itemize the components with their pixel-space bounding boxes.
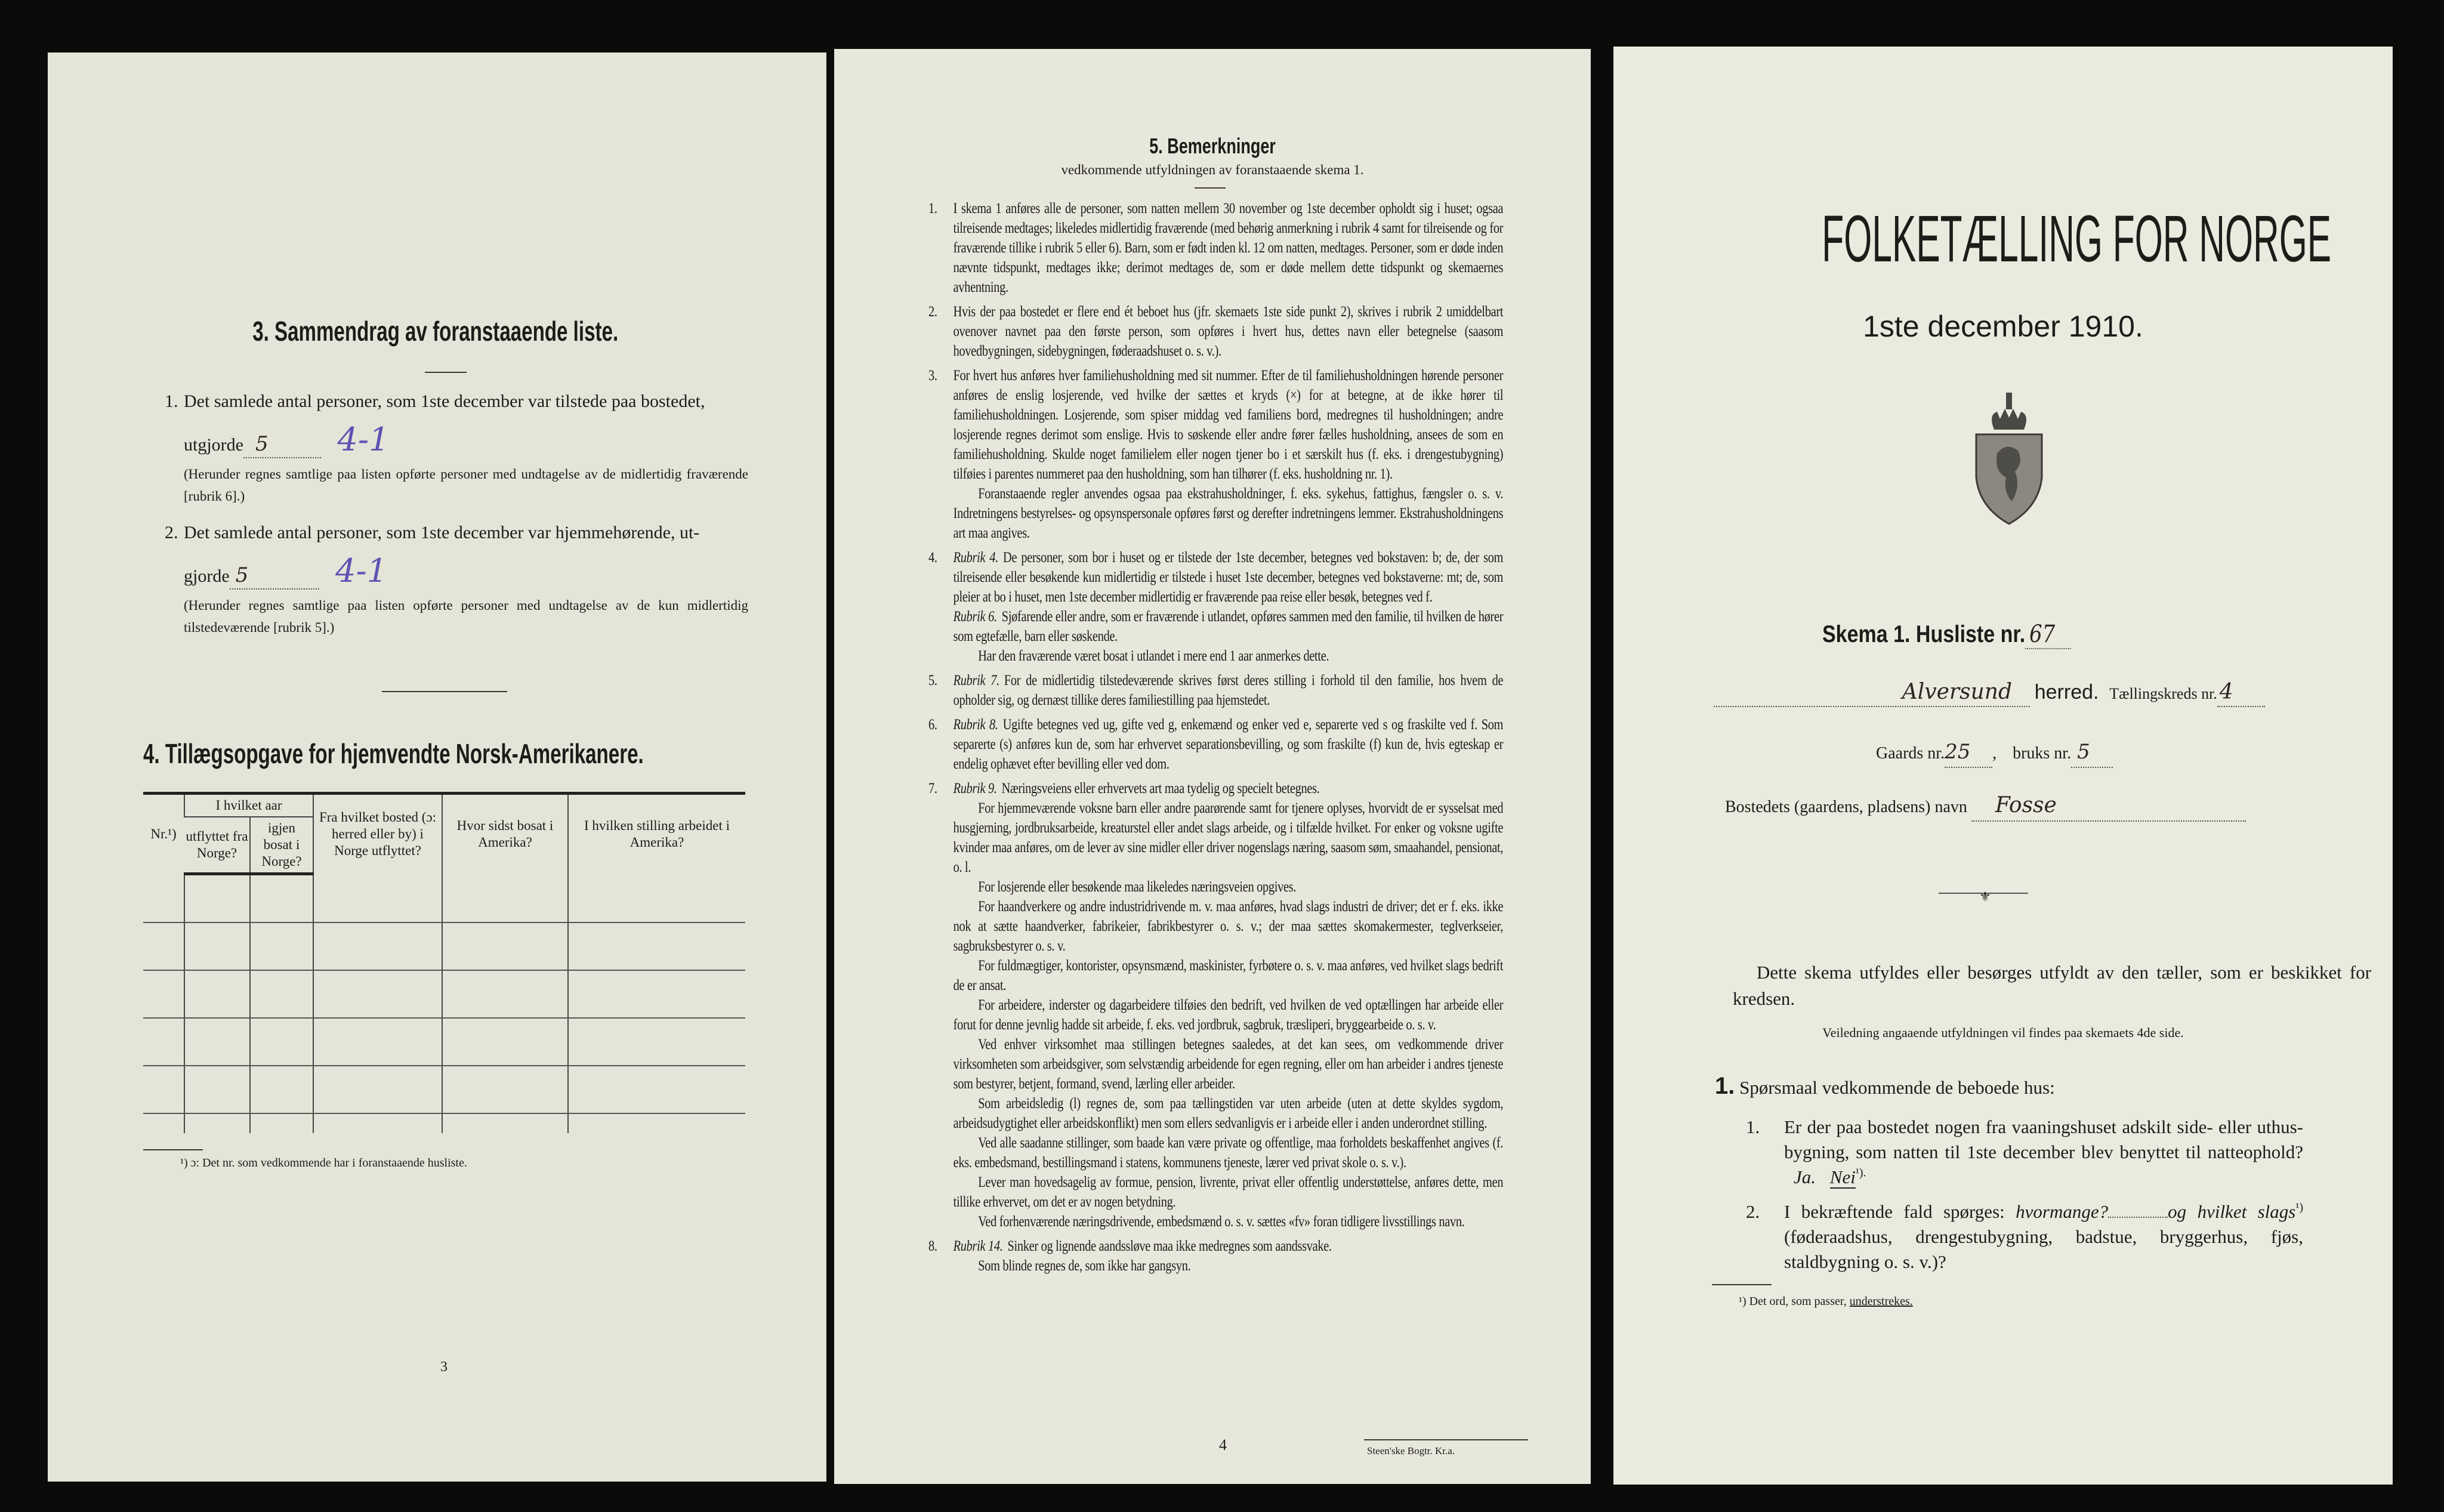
cell[interactable] xyxy=(313,1018,442,1066)
divider xyxy=(382,691,507,692)
remark-text: For de midlertidig tilstedeværende skrives først deres stilling i forhold til den familie, hos hvem de opholder sig, og dernæst tillike deres familiestilling paa hjemstedet. xyxy=(953,671,1504,708)
herred-line xyxy=(1714,679,2310,707)
col-returned: igjen bosat i Norge? xyxy=(250,817,313,874)
rubrik-label: Rubrik 14. xyxy=(953,1237,1003,1254)
husliste-nr-field[interactable] xyxy=(2025,621,2071,649)
cell[interactable] xyxy=(568,874,745,923)
remark-item xyxy=(928,1236,1503,1275)
footnote-ref: ¹) xyxy=(2295,1201,2304,1214)
gjorde-label: gjorde xyxy=(184,566,230,586)
remark-text: Sinker og lignende aandssløve maa ikke medregnes som aandssvake. xyxy=(1007,1237,1332,1254)
remark-text: Ved forhenværende næringsdrivende, embedsmænd o. s. v. sættes «fv» foran tidligere livsstillings navn. xyxy=(978,1212,1465,1230)
question-number: 2. xyxy=(1746,1201,1760,1222)
remark-paragraph xyxy=(953,896,1504,955)
handwritten-count: 5 xyxy=(255,432,269,456)
remark-number: 5. xyxy=(928,671,937,689)
remark-paragraph xyxy=(953,1255,1504,1275)
item-1-note: (Herunder regnes samtlige paa listen opførte personer med undtagelse av de midlertidig fraværende [rubrik 6].) xyxy=(184,467,748,504)
schema-line xyxy=(1822,621,2115,649)
remark-text: I skema 1 anføres alle de personer, som natten mellem 30 november og 1ste december opholdt sig i huset; ogsaa tilreisende medtages; likeledes midlertidig fraværende (med behørig anmerkning i rubrik 4 samt for tilreisende og for fraværende tillike i rubrik 5 eller 6). Barn, som er født inden kl. 12 om natten, medtages. Personer, som er døde inden nævnte tidspunkt, medtages ikke; derimot medtages de, som er døde mellem dette tidspunkt og skemaernes avhentning. xyxy=(953,199,1504,295)
footnote-underlined: understrekes. xyxy=(1849,1295,1913,1308)
question-1-text: Er der paa bostedet nogen fra vaaningshuset adskilt side- eller uthus-bygning, som natten til 1ste december blev benyttet til natteophold? xyxy=(1784,1116,2303,1162)
remark-paragraph xyxy=(953,1093,1504,1133)
remark-item xyxy=(928,778,1503,1231)
bruks-value: 5 xyxy=(2077,740,2090,764)
remark-item xyxy=(928,670,1503,709)
table-row xyxy=(143,970,745,1018)
question-2-text-a: I bekræftende fald spørges: xyxy=(1784,1201,2005,1222)
slags-label: og hvilket slags xyxy=(2168,1201,2296,1222)
remark-number: 4. xyxy=(928,548,937,566)
section-number: 1. xyxy=(1715,1073,1735,1099)
remark-text: For haandverkere og andre industridrivende m. v. maa anføres, hvad slags industri de driver; det er f. eks. ikke nok at sætte haandverker, fabrikeier, fabrikbestyrer o. s. v.; der maa sættes skomakermester, teglverkseier, sagbruksbestyrer o. s. v. xyxy=(953,897,1504,954)
cell[interactable] xyxy=(568,970,745,1018)
cell[interactable] xyxy=(313,874,442,923)
remark-text: Sjøfarende eller andre, som er fraværende i utlandet, opføres sammen med den familie, til hvilken de hører som egtefælle, barn eller søskende. xyxy=(953,607,1504,644)
remark-text: Har den fraværende været bosat i utlandet i mere end 1 aar anmerkes dette. xyxy=(978,647,1329,664)
remark-paragraph xyxy=(953,714,1504,773)
col-nr: Nr.¹) xyxy=(143,794,184,874)
cell[interactable] xyxy=(313,922,442,970)
item-1-text: Det samlede antal personer, som 1ste december var tilstede paa bostedet, xyxy=(184,391,705,411)
remark-text: Som arbeidsledig (l) regnes de, som paa tællingstiden var uten arbeide (uten at dette skyldes sygdom, arbeidsudygtighet eller arbeidskonflikt) men som ellers sedvanligvis er i arbeide eller i anden underordnet stilling. xyxy=(953,1094,1504,1131)
schema-label: Skema 1. Husliste nr. xyxy=(1822,621,2026,647)
answer-ja[interactable]: Ja. xyxy=(1794,1167,1816,1187)
remark-paragraph xyxy=(953,483,1504,542)
bruks-label: bruks nr. xyxy=(2013,744,2072,763)
cell[interactable] xyxy=(442,922,568,970)
remark-number: 7. xyxy=(928,779,937,797)
remark-text: Ved enhver virksomhet maa stillingen betegnes saaledes, at det kan sees, om vedkommende driver virksomheten som arbeidsgiver, som selvstændig arbeidende for egen regning, eller om han arbeider i andres tjeneste som bestyrer, betjent, formand, svend, lærling eller arbeider. xyxy=(953,1035,1504,1092)
page-number: 3 xyxy=(440,1359,448,1375)
footnote-text: ¹) Det ord, som passer, xyxy=(1739,1295,1847,1308)
cell[interactable] xyxy=(143,874,184,923)
rubrik-label: Rubrik 7. xyxy=(953,671,999,689)
remarks-subheading: vedkommende utfyldningen av foranstaaende skema 1. xyxy=(1061,162,1364,177)
census-date: 1ste december 1910. xyxy=(1863,310,2143,343)
remark-paragraph xyxy=(953,301,1504,360)
remark-number: 6. xyxy=(928,715,937,733)
remark-number: 3. xyxy=(928,366,937,384)
cell[interactable] xyxy=(143,970,184,1018)
section-4-heading xyxy=(143,738,752,770)
cell[interactable] xyxy=(143,1066,184,1113)
norwegian-americans-table xyxy=(143,792,745,1133)
cell[interactable] xyxy=(442,970,568,1018)
page-4-remarks xyxy=(834,49,1591,1484)
rubrik-label: Rubrik 8. xyxy=(953,715,998,733)
remark-paragraph xyxy=(953,995,1504,1034)
count-field-resident[interactable] xyxy=(230,563,319,590)
intro-text: Dette skema utfyldes eller besørges utfyldt av den tæller, som er beskikket for kredsen. xyxy=(1733,962,2371,1009)
table-footnote: ¹) ɔ: Det nr. som vedkommende har i foranstaaende husliste. xyxy=(180,1156,467,1170)
remark-number: 8. xyxy=(928,1237,937,1254)
ornament-icon: ⚜ xyxy=(1939,888,2028,912)
rubrik-label: Rubrik 4. xyxy=(953,548,999,566)
remark-item xyxy=(928,714,1503,773)
section-3-heading-text: 3. Sammendrag av foranstaaende liste. xyxy=(252,316,619,347)
rubrik-label: Rubrik 9. xyxy=(953,779,997,797)
hvormange-field[interactable] xyxy=(2108,1217,2168,1218)
cell[interactable] xyxy=(143,922,184,970)
handwritten-correction: 4-1 xyxy=(335,552,388,590)
summary-items xyxy=(165,390,748,638)
bosted-label: Bostedets (gaardens, pladsens) navn xyxy=(1725,798,1967,816)
bosted-field[interactable] xyxy=(1971,792,2246,822)
remark-text: For losjerende eller besøkende maa likeledes næringsveien opgives. xyxy=(978,878,1297,895)
table-row xyxy=(143,1018,745,1066)
remark-paragraph xyxy=(953,1172,1504,1211)
answer-nei-underlined[interactable]: Nei xyxy=(1829,1167,1856,1187)
item-number: 1. xyxy=(165,391,178,411)
gaards-label: Gaards nr. xyxy=(1876,744,1945,763)
remark-item xyxy=(928,198,1503,297)
census-title-text: FOLKETÆLLING FOR NORGE xyxy=(1822,202,2332,276)
remark-paragraph xyxy=(953,778,1504,798)
cell[interactable] xyxy=(250,922,313,970)
remark-text: Som blinde regnes de, som ikke har gangsyn. xyxy=(978,1257,1191,1274)
section-4-heading-text: 4. Tillægsopgave for hjemvendte Norsk-Amerikanere. xyxy=(143,738,644,769)
remark-text: Hvis der paa bostedet er flere end ét beboet hus (jfr. skemaets 1ste side punkt 2), skrives i rubrik 2 umiddelbart ovenover navnet paa den første person, som opføres i hvert hus, dettes navn eller betegnelse (saasom hovedbygningen, sidebygningen, føderaadshuset o. s. v.). xyxy=(953,303,1504,359)
cell[interactable] xyxy=(568,922,745,970)
remark-paragraph xyxy=(953,1236,1504,1255)
table-row xyxy=(143,874,745,923)
section-1-title: Spørsmaal vedkommende de beboede hus: xyxy=(1739,1077,2055,1098)
remark-text: Lever man hovedsagelig av formue, pension, livrente, privat eller offentlig understøttelse, anføres dette, men tillike erhvervet, om det er av nogen betydning. xyxy=(953,1173,1504,1210)
question-2-text-b: (føderaadshus, drengestubygning, badstue, bryggerhus, fjøs, staldbygning o. s. v.)? xyxy=(1784,1226,2303,1272)
remark-text: De personer, som bor i huset og er tilstede der 1ste december, betegnes ved bokstaven: b; de, der som tilreisende eller besøkende kun midlertidig er tilstede i huset 1ste december, betegnes ved bokstaverne: mt; de, som pleier at bo i huset, men 1ste december midlertidig er fraværende paa reise eller besøk, betegnes ved f. xyxy=(953,548,1504,605)
cell[interactable] xyxy=(568,1066,745,1113)
section-1-heading xyxy=(1715,1073,2055,1101)
remark-item xyxy=(928,301,1503,360)
questions xyxy=(1739,1115,2304,1309)
cell[interactable] xyxy=(184,970,250,1018)
col-emigrated: utflyttet fra Norge? xyxy=(184,817,250,874)
cell[interactable] xyxy=(442,1113,568,1133)
utgjorde-label: utgjorde xyxy=(184,435,243,455)
herred-field[interactable] xyxy=(1714,679,2030,707)
cell[interactable] xyxy=(143,1113,184,1133)
gaards-line: Gaards nr.25 , bruks nr. 5 xyxy=(1876,739,2113,768)
remark-text: Foranstaaende regler anvendes ogsaa paa ekstrahusholdninger, f. eks. sykehus, fattighus, fængsler o. s. v. Indretningens bestyrelses- og opsynspersonale opføres først og derefter indretningens lemmer. Ekstrahusholdningens art maa angives. xyxy=(953,485,1504,541)
cell[interactable] xyxy=(313,970,442,1018)
col-group-year: I hvilket aar xyxy=(184,794,313,817)
gaards-field[interactable] xyxy=(1945,739,1992,768)
remark-item xyxy=(928,547,1503,665)
question-2 xyxy=(1746,1199,2304,1275)
cell[interactable] xyxy=(442,1066,568,1113)
cell[interactable] xyxy=(184,1113,250,1133)
footnote-divider xyxy=(1712,1284,1772,1285)
remark-text: Ved alle saadanne stillinger, som baade kan være private og offentlige, maa forholdets beskaffenhet angives (f. eks. embedsmand, bestillingsmand i statens, kommunens tjeneste, lærer ved privat skole o. s. v.). xyxy=(953,1134,1504,1171)
remark-item xyxy=(928,365,1503,542)
remark-paragraph xyxy=(953,365,1504,483)
remark-number: 1. xyxy=(928,199,937,217)
table-row xyxy=(143,1113,745,1133)
cell[interactable] xyxy=(250,874,313,923)
remark-text: For hvert hus anføres hver familiehusholdning med sit nummer. Efter de til familiehusholdningen hørende personer anføres de enslig losjerende, ved hvilke der sættes et kryds (×) for at betegne, at de ikke hører til familiehusholdningen. Losjerende, som spiser middag ved familiens bord, medregnes til husholdningen; andre losjerende regnes derimot som enslige. Hvis to søskende eller andre fører fælles husholdning, ansees de som en familiehusholdning. Skulde noget familielem eller nogen tjener bo i et særskilt hus (f. eks. i drengestubygning) tilføies i parentes nummeret paa den husholdning, som han tilhører (f. eks. husholdning nr. 1). xyxy=(953,366,1504,482)
remark-paragraph xyxy=(953,955,1504,995)
question-1 xyxy=(1746,1115,2303,1190)
remarks-list xyxy=(928,198,1503,1280)
footnote-ref: ¹). xyxy=(1855,1166,1866,1180)
item-2-note: (Herunder regnes samtlige paa listen opførte personer med undtagelse av de kun midlertidig tilstedeværende [rubrik 5].) xyxy=(184,598,748,635)
remark-paragraph xyxy=(953,877,1504,896)
col-occupation: I hvilken stilling arbeidet i Amerika? xyxy=(568,794,745,874)
printer-divider xyxy=(1364,1439,1528,1440)
cell[interactable] xyxy=(184,922,250,970)
kreds-value: 4 xyxy=(2219,680,2233,704)
count-field-present[interactable] xyxy=(243,432,321,458)
bruks-field[interactable] xyxy=(2071,739,2113,768)
question-number: 1. xyxy=(1746,1116,1760,1137)
herred-value: Alversund xyxy=(1902,680,2012,704)
kreds-field[interactable] xyxy=(2217,679,2265,707)
remark-text: For hjemmeværende voksne barn eller andre paarørende samt for tjenere oplyses, hvorvidt de er sysselsat med husgjerning, jordbruksarbeide, kreaturstel eller andet slags arbeide, og i tilfælde hvilket. For enker og voksne ugifte kvinder maa anføres, om de lever av sine midler eller driver nogenslags næring, saasom søm, smaahandel, pensionat, o. l. xyxy=(953,799,1504,875)
col-last-residence: Hvor sidst bosat i Amerika? xyxy=(442,794,568,874)
table-row xyxy=(143,1066,745,1113)
remark-paragraph xyxy=(953,1133,1504,1172)
remark-paragraph xyxy=(953,606,1504,646)
remark-number: 2. xyxy=(928,303,937,320)
cell[interactable] xyxy=(313,1113,442,1133)
cell[interactable] xyxy=(442,1018,568,1066)
divider xyxy=(425,372,467,373)
page-1-cover xyxy=(1613,47,2393,1485)
handwritten-correction: 4-1 xyxy=(337,421,390,458)
printer-imprint: Steen'ske Bogtr. Kr.a. xyxy=(1367,1445,1455,1457)
remarks-heading-text: 5. Bemerkninger xyxy=(1149,134,1276,158)
remark-text: For arbeidere, inderster og dagarbeidere tilføies den bedrift, ved hvilken de ved optællingen har arbeide eller forut for denne jevnlig hadde sit arbeide, f. eks. ved jordbruk, sagbruk, træsliperi, bryggearbeide o. s. v. xyxy=(953,996,1504,1033)
footnote xyxy=(1739,1294,2303,1309)
item-2-text: Det samlede antal personer, som 1ste december var hjemmehørende, ut- xyxy=(184,523,700,542)
cell[interactable] xyxy=(568,1113,745,1133)
cell[interactable] xyxy=(184,1066,250,1113)
remark-paragraph xyxy=(953,1211,1504,1231)
page-number: 4 xyxy=(1219,1436,1227,1454)
cell[interactable] xyxy=(313,1066,442,1113)
guidance-text: Veiledning angaaende utfyldningen vil findes paa skemaets 4de side. xyxy=(1822,1025,2184,1040)
remark-paragraph xyxy=(953,198,1504,297)
herred-label: herred. xyxy=(2034,681,2099,703)
remark-paragraph xyxy=(953,547,1504,606)
table-row xyxy=(143,922,745,970)
section-3-heading xyxy=(137,315,734,347)
cell[interactable] xyxy=(184,1018,250,1066)
census-title xyxy=(1613,202,2393,276)
husliste-nr-value: 67 xyxy=(2029,621,2056,648)
hvormange-label: hvormange? xyxy=(2016,1201,2109,1222)
remark-paragraph xyxy=(953,1034,1504,1093)
item-number: 2. xyxy=(165,523,178,542)
remarks-heading xyxy=(834,134,1591,159)
cell[interactable] xyxy=(442,874,568,923)
cell[interactable] xyxy=(568,1018,745,1066)
kreds-label: Tællingskreds nr. xyxy=(2109,685,2217,702)
cell[interactable] xyxy=(250,970,313,1018)
remark-text: Ugifte betegnes ved ug, gifte ved g, enkemænd og enker ved e, separerte ved s og fraskilte ved f. Som separerte (s) anføres kun de, som har erhvervet separationsbevilling, og som fraskilte (f) kun de, hvis egteskap er endelig ophævet efter bevilling eller ved dom. xyxy=(953,715,1504,772)
cell[interactable] xyxy=(184,874,250,923)
remark-paragraph xyxy=(953,798,1504,877)
cell[interactable] xyxy=(250,1113,313,1133)
summary-item-1 xyxy=(165,390,748,507)
cell[interactable] xyxy=(143,1018,184,1066)
handwritten-count: 5 xyxy=(235,563,249,587)
bosted-value: Fosse xyxy=(1995,793,2057,817)
gaards-value: 25 xyxy=(1945,740,1971,764)
remark-paragraph xyxy=(953,646,1504,665)
cell[interactable] xyxy=(250,1066,313,1113)
page-3-summary xyxy=(48,53,826,1482)
remark-text: For fuldmægtiger, kontorister, opsynsmænd, maskinister, fyrbøtere o. s. v. maa anføres, ved hvilket slags bedrift de er ansat. xyxy=(953,956,1504,993)
col-from-where: Fra hvilket bosted (ɔ: herred eller by) i Norge utflyttet? xyxy=(313,794,442,874)
cell[interactable] xyxy=(250,1018,313,1066)
remark-paragraph xyxy=(953,670,1504,709)
summary-item-2 xyxy=(165,522,748,638)
bosted-line xyxy=(1725,792,2246,822)
remark-text: Næringsveiens eller erhvervets art maa tydelig og specielt betegnes. xyxy=(1001,779,1320,797)
rubrik-label: Rubrik 6. xyxy=(953,607,997,625)
divider xyxy=(1195,187,1226,189)
footnote-divider xyxy=(143,1149,203,1150)
coat-of-arms-icon xyxy=(1970,388,2048,525)
